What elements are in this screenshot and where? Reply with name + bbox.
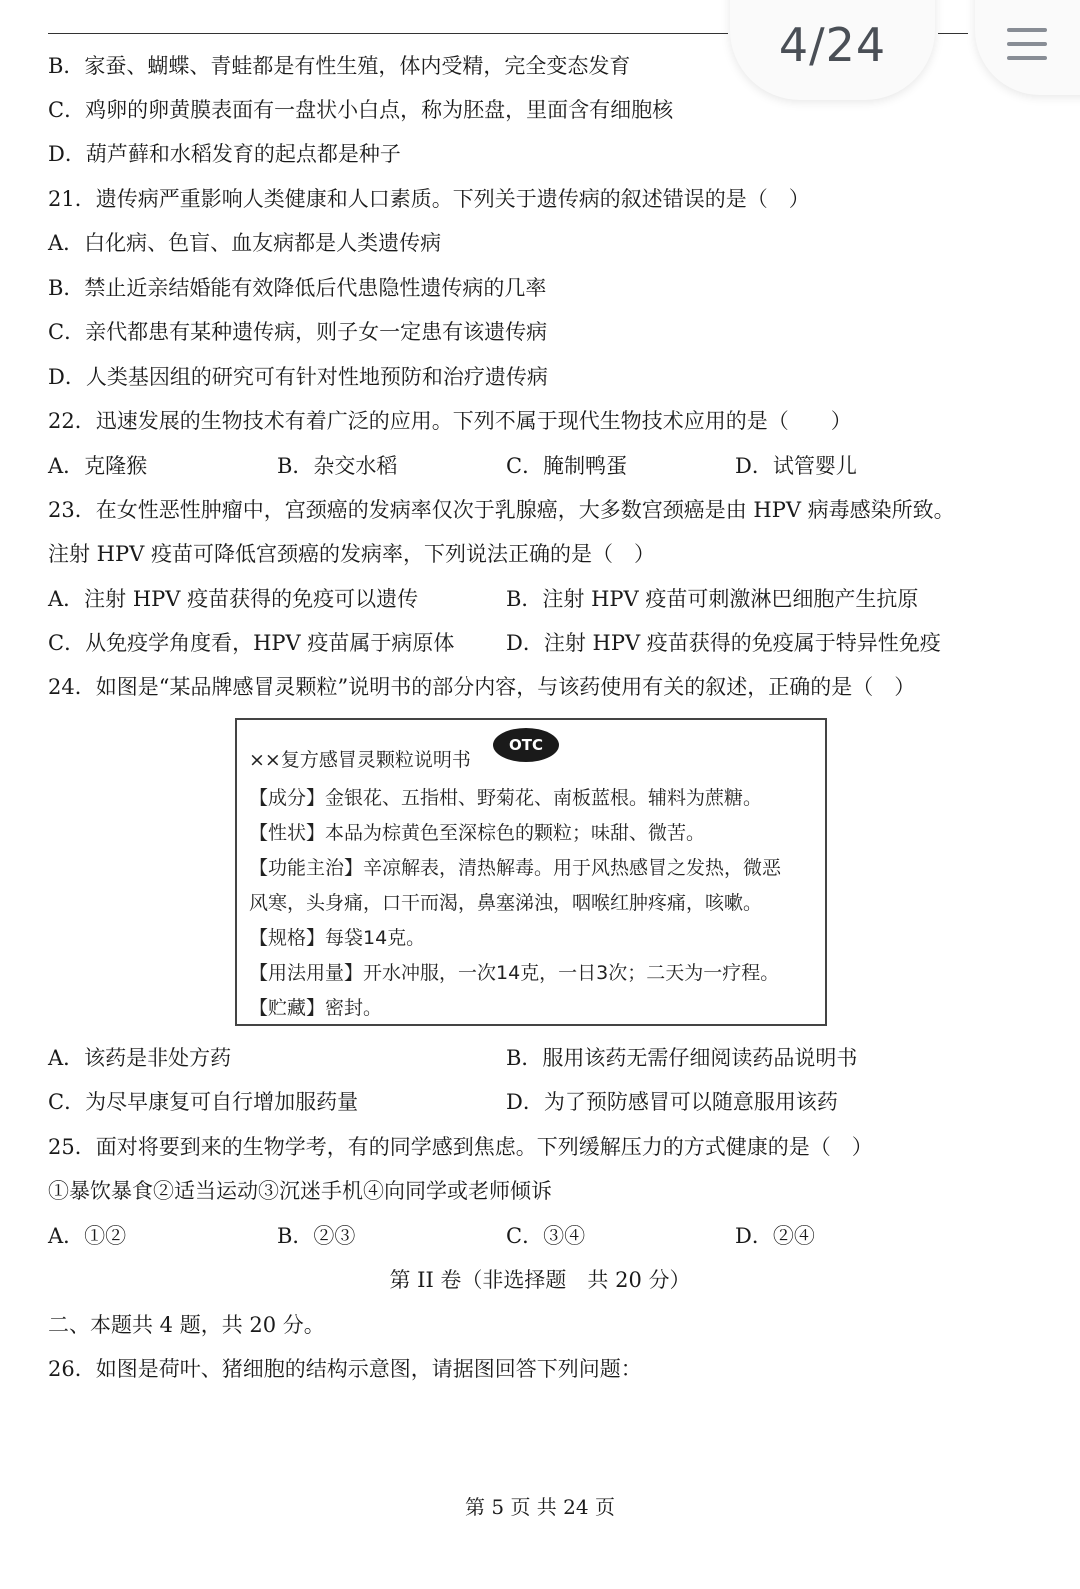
medicine-usage: 【用法用量】开水冲服，一次14克，一日3次；二天为一疗程。 <box>249 962 780 984</box>
q23-option-d: D．注射 HPV 疫苗获得的免疫属于特异性免疫 <box>506 631 941 655</box>
q22-option-a: A．克隆猴 <box>48 454 148 478</box>
q25-option-d: D．②④ <box>735 1224 815 1248</box>
q24-option-c: C．为尽早康复可自行增加服药量 <box>48 1090 359 1114</box>
q24-option-b: B．服用该药无需仔细阅读药品说明书 <box>506 1046 858 1070</box>
q25-statements: ①暴饮暴食②适当运动③沉迷手机④向同学或老师倾诉 <box>48 1179 552 1203</box>
q23-option-c: C．从免疫学角度看，HPV 疫苗属于病原体 <box>48 631 455 655</box>
q22-option-d: D．试管婴儿 <box>735 454 857 478</box>
page-indicator[interactable]: 4/24 <box>730 0 935 100</box>
medicine-storage: 【贮藏】密封。 <box>249 997 383 1019</box>
q21-option-c: C．亲代都患有某种遗传病，则子女一定患有该遗传病 <box>48 320 548 344</box>
medicine-ingredients: 【成分】金银花、五指柑、野菊花、南板蓝根。辅料为蔗糖。 <box>249 787 763 809</box>
q25-option-a: A．①② <box>48 1224 127 1248</box>
q26-stem: 26．如图是荷叶、猪细胞的结构示意图，请据图回答下列问题： <box>48 1357 642 1381</box>
q20-option-d: D．葫芦藓和水稻发育的起点都是种子 <box>48 142 401 166</box>
q24-stem: 24．如图是“某品牌感冒灵颗粒”说明书的部分内容，与该药使用有关的叙述，正确的是（ ） <box>48 675 916 699</box>
menu-icon-bar-3 <box>1007 56 1047 60</box>
medicine-function-line-1: 【功能主治】辛凉解表，清热解毒。用于风热感冒之发热，微恶 <box>249 857 782 879</box>
q25-option-c: C．③④ <box>506 1224 586 1248</box>
top-rule <box>48 33 728 34</box>
menu-icon-bar-2 <box>1007 42 1047 46</box>
medicine-title: ××复方感冒灵颗粒说明书 <box>249 749 471 771</box>
medicine-spec: 【规格】每袋14克。 <box>249 927 426 949</box>
q21-option-a: A．白化病、色盲、血友病都是人类遗传病 <box>48 231 442 255</box>
page-footer: 第 5 页 共 24 页 <box>465 1495 615 1519</box>
q24-option-d: D．为了预防感冒可以随意服用该药 <box>506 1090 838 1114</box>
q22-stem: 22．迅速发展的生物技术有着广泛的应用。下列不属于现代生物技术应用的是（ ） <box>48 409 852 433</box>
medicine-leaflet <box>235 718 827 1026</box>
q22-option-c: C．腌制鸭蛋 <box>506 454 628 478</box>
part2-description: 二、本题共 4 题，共 20 分。 <box>48 1313 325 1337</box>
q23-option-a: A．注射 HPV 疫苗获得的免疫可以遗传 <box>48 587 419 611</box>
q25-option-b: B．②③ <box>277 1224 356 1248</box>
q21-option-b: B．禁止近亲结婚能有效降低后代患隐性遗传病的几率 <box>48 276 547 300</box>
top-rule-right <box>938 33 968 34</box>
q24-option-a: A．该药是非处方药 <box>48 1046 232 1070</box>
q20-option-b: B．家蚕、蝴蝶、青蛙都是有性生殖，体内受精，完全变态发育 <box>48 54 631 78</box>
menu-button[interactable] <box>975 0 1080 95</box>
q23-option-b: B．注射 HPV 疫苗可刺激淋巴细胞产生抗原 <box>506 587 919 611</box>
q25-stem: 25．面对将要到来的生物学考，有的同学感到焦虑。下列缓解压力的方式健康的是（ ） <box>48 1135 873 1159</box>
medicine-function-line-2: 风寒，头身痛，口干而渴，鼻塞涕浊，咽喉红肿疼痛，咳嗽。 <box>249 892 763 914</box>
q21-stem: 21．遗传病严重影响人类健康和人口素质。下列关于遗传病的叙述错误的是（ ） <box>48 187 810 211</box>
medicine-properties: 【性状】本品为棕黄色至深棕色的颗粒；味甜、微苦。 <box>249 822 706 844</box>
menu-icon <box>1007 28 1047 32</box>
q23-stem: 23．在女性恶性肿瘤中，宫颈癌的发病率仅次于乳腺癌，大多数宫颈癌是由 HPV 病毒感染所致。 <box>48 498 955 522</box>
q20-option-c: C．鸡卵的卵黄膜表面有一盘状小白点，称为胚盘，里面含有细胞核 <box>48 98 674 122</box>
otc-badge: OTC <box>493 728 559 762</box>
part2-title: 第 II 卷（非选择题 共 20 分） <box>389 1268 691 1292</box>
q22-option-b: B．杂交水稻 <box>277 454 398 478</box>
q21-option-d: D．人类基因组的研究可有针对性地预防和治疗遗传病 <box>48 365 548 389</box>
q23-stem-continued: 注射 HPV 疫苗可降低宫颈癌的发病率，下列说法正确的是（ ） <box>48 542 655 566</box>
